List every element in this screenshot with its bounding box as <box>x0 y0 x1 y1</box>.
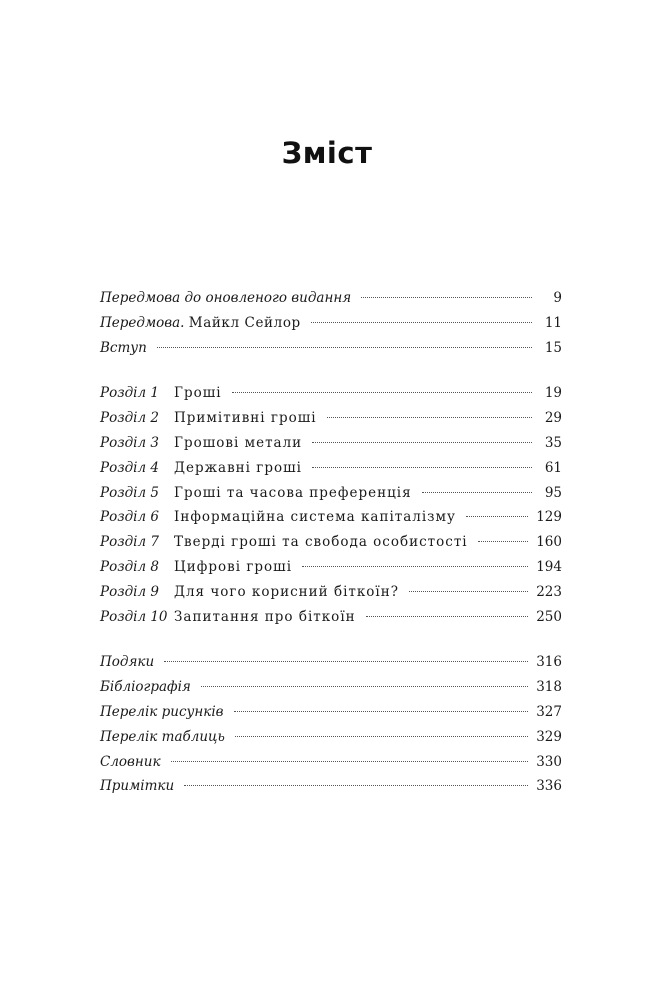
chapter-title: Державні гроші <box>174 459 302 476</box>
toc-entry-title: Перелік рисунків <box>100 703 224 720</box>
chapter-label: Розділ 2 <box>100 410 159 427</box>
dot-leader <box>164 661 528 662</box>
chapter-title: Гроші <box>174 385 222 402</box>
toc-page-number: 329 <box>536 728 562 745</box>
dot-leader <box>302 566 528 567</box>
toc-entry-foreword-saylor[interactable] <box>100 311 562 336</box>
back-matter-group <box>100 650 562 799</box>
toc-page-number: 330 <box>536 753 562 770</box>
chapter-title: Цифрові гроші <box>174 558 293 575</box>
toc-entry-chapter-6[interactable] <box>100 505 562 530</box>
table-of-contents <box>100 286 562 799</box>
toc-entry-list-of-tables[interactable] <box>100 725 562 750</box>
toc-page-number: 19 <box>544 385 562 402</box>
dot-leader <box>232 392 532 393</box>
dot-leader <box>171 761 529 762</box>
toc-entry-chapter-1[interactable] <box>100 381 562 406</box>
chapter-title: Гроші та часова преференція <box>174 484 412 501</box>
toc-entry-chapter-5[interactable] <box>100 481 562 506</box>
chapter-label: Розділ 7 <box>100 534 159 551</box>
toc-page-number: 9 <box>553 290 562 306</box>
chapter-label: Розділ 4 <box>100 459 159 476</box>
toc-entry-foreword-updated[interactable] <box>100 286 562 311</box>
toc-entry-title: Вступ <box>100 339 147 356</box>
toc-page-number: 129 <box>536 509 562 526</box>
chapter-title: Запитання про біткоїн <box>174 608 356 625</box>
dot-leader <box>409 591 528 592</box>
dot-leader <box>312 467 532 468</box>
dot-leader <box>366 616 529 617</box>
toc-entry-chapter-7[interactable] <box>100 530 562 555</box>
toc-page-number: 250 <box>536 608 562 625</box>
toc-entry-title: Словник <box>100 753 161 770</box>
chapters-group <box>100 381 562 629</box>
toc-entry-title: Примітки <box>100 778 175 795</box>
dot-leader <box>327 417 532 418</box>
toc-entry-chapter-10[interactable] <box>100 605 562 630</box>
dot-leader <box>312 442 532 443</box>
chapter-title: Тверді гроші та свобода особистості <box>174 534 468 551</box>
toc-entry-title: Бібліографія <box>100 679 191 696</box>
front-matter-group <box>100 286 562 360</box>
dot-leader <box>234 711 529 712</box>
dot-leader <box>478 541 529 542</box>
toc-page-number: 316 <box>536 654 562 671</box>
chapter-title: Для чого корисний біткоїн? <box>174 583 399 600</box>
page-title: Зміст <box>281 136 373 170</box>
toc-entry-author: Майкл Сейлор <box>188 314 301 331</box>
toc-entry-introduction[interactable] <box>100 336 562 361</box>
toc-entry-chapter-2[interactable] <box>100 406 562 431</box>
toc-entry-chapter-8[interactable] <box>100 555 562 580</box>
toc-page-number: 35 <box>544 434 562 451</box>
dot-leader <box>422 492 532 493</box>
dot-leader <box>157 347 532 348</box>
toc-page-number: 11 <box>544 314 562 331</box>
dot-leader <box>466 516 528 517</box>
toc-page-number: 336 <box>536 778 562 795</box>
dot-leader <box>361 297 532 298</box>
chapter-label: Розділ 1 <box>100 385 159 402</box>
toc-entry-title: Перелік таблиць <box>100 728 225 745</box>
chapter-title: Примітивні гроші <box>174 410 317 427</box>
toc-page-number: 223 <box>536 583 562 600</box>
toc-entry-bibliography[interactable] <box>100 675 562 700</box>
toc-entry-acknowledgements[interactable] <box>100 650 562 675</box>
dot-leader <box>201 686 528 687</box>
toc-entry-list-of-figures[interactable] <box>100 700 562 725</box>
toc-entry-title: Передмова. <box>100 314 185 331</box>
dot-leader <box>235 736 528 737</box>
toc-entry-glossary[interactable] <box>100 750 562 775</box>
toc-page-number: 29 <box>544 410 562 427</box>
toc-page-number: 194 <box>536 558 562 575</box>
chapter-label: Розділ 6 <box>100 509 159 526</box>
toc-page-number: 61 <box>544 459 562 476</box>
chapter-label: Розділ 5 <box>100 484 159 501</box>
toc-entry-chapter-3[interactable] <box>100 431 562 456</box>
toc-entry-title: Подяки <box>100 654 155 671</box>
chapter-label: Розділ 8 <box>100 558 159 575</box>
toc-page-number: 327 <box>536 703 562 720</box>
dot-leader <box>184 785 528 786</box>
chapter-title: Грошові метали <box>174 434 303 451</box>
toc-entry-chapter-4[interactable] <box>100 456 562 481</box>
toc-page-number: 15 <box>544 339 562 356</box>
chapter-label: Розділ 9 <box>100 583 159 600</box>
toc-entry-chapter-9[interactable] <box>100 580 562 605</box>
toc-page-number: 160 <box>536 534 562 551</box>
chapter-title: Інформаційна система капіталізму <box>174 509 456 526</box>
chapter-label: Розділ 10 <box>100 608 168 625</box>
toc-page-number: 95 <box>544 484 562 501</box>
dot-leader <box>311 322 532 323</box>
toc-entry-notes[interactable] <box>100 774 562 799</box>
toc-page-number: 318 <box>536 679 562 696</box>
chapter-label: Розділ 3 <box>100 434 159 451</box>
toc-entry-title: Передмова до оновленого видання <box>100 290 352 306</box>
